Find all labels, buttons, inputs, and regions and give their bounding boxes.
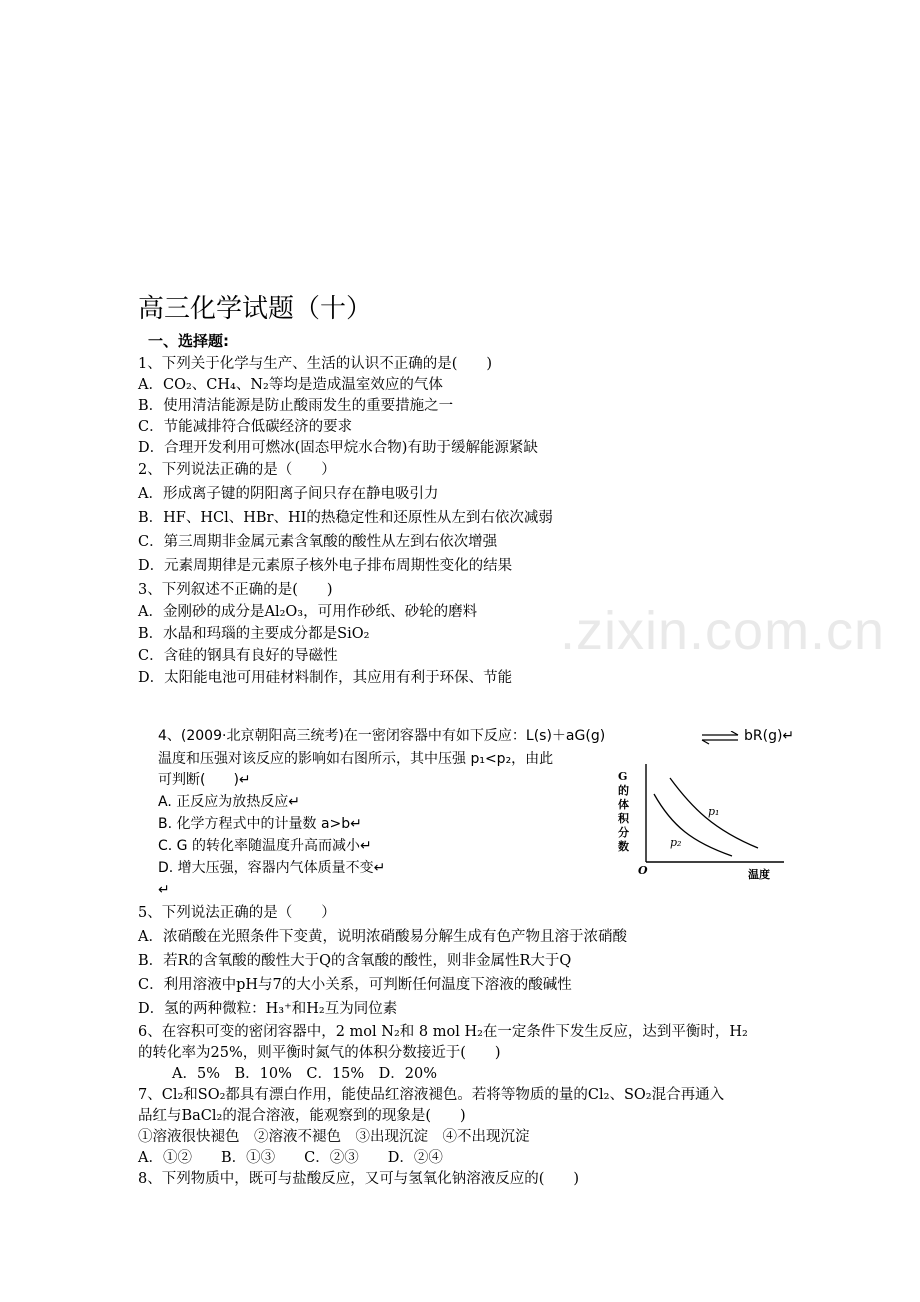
q4-option-a: A. 正反应为放热反应↵ [158,794,300,810]
q4-line2: 温度和压强对该反应的影响如右图所示，其中压强 p₁<p₂，由此 [158,751,554,767]
q8-stem: 8、下列物质中，既可与盐酸反应，又可与氢氧化钠溶液反应的( ) [138,1171,580,1187]
q4-stem-part1: 4、(2009·北京朝阳高三统考)在一密闭容器中有如下反应：L(s)＋aG(g) [158,728,606,744]
q3-option-b: B．水晶和玛瑙的主要成分都是SiO₂ [138,626,370,642]
q2-option-c: C．第三周期非金属元素含氧酸的酸性从左到右依次增强 [138,534,498,550]
q6-line1: 6、在容积可变的密闭容器中，2 mol N₂和 8 mol H₂在一定条件下发生反应，达到平衡时，H₂ [138,1024,748,1040]
q1-stem: 1、下列关于化学与生产、生活的认识不正确的是( ) [138,356,493,372]
q5-option-b: B．若R的含氧酸的酸性大于Q的含氧酸的酸性，则非金属性R大于Q [138,953,572,969]
graph-origin: O [638,864,648,877]
q4-trailing-mark: ↵ [158,882,170,898]
section-heading: 一、选择题: [148,332,229,350]
q3-stem: 3、下列叙述不正确的是( ) [138,582,333,598]
curve-p1-label: p₁ [708,805,720,818]
q3-option-a: A．金刚砂的成分是Al₂O₃，可用作砂纸、砂轮的磨料 [138,604,478,620]
q2-option-d: D．元素周期律是元素原子核外电子排布周期性变化的结果 [138,558,513,574]
q2-option-a: A．形成离子键的阴阳离子间只存在静电吸引力 [138,486,439,502]
q1-option-b: B．使用清洁能源是防止酸雨发生的重要措施之一 [138,398,454,414]
q7-options: A．①② B．①③ C．②③ D．②④ [138,1150,443,1166]
q5-option-d: D．氢的两种微粒：H₃⁺和H₂互为同位素 [138,1001,398,1017]
q4-option-d: D. 增大压强，容器内气体质量不变↵ [158,860,386,876]
q1-option-d: D．合理开发利用可燃冰(固态甲烷水合物)有助于缓解能源紧缺 [138,440,538,456]
q3-option-d: D．太阳能电池可用硅材料制作，其应用有利于环保、节能 [138,670,513,686]
curve-p2 [654,794,732,856]
q2-stem: 2、下列说法正确的是（ ） [138,462,336,478]
q5-stem: 5、下列说法正确的是（ ） [138,905,336,921]
q7-line1: 7、Cl₂和SO₂都具有漂白作用，能使品红溶液褪色。若将等物质的量的Cl₂、SO₂混合再通入 [138,1087,725,1103]
q5-option-c: C．利用溶液中pH与7的大小关系，可判断任何温度下溶液的酸碱性 [138,977,572,993]
q4-option-b: B. 化学方程式中的计量数 a>b↵ [158,816,362,832]
graph-xlabel: 温度 [748,868,770,881]
q4-stem [158,726,605,746]
q6-options: A．5% B．10% C．15% D．20% [172,1066,438,1082]
q2-option-b: B．HF、HCl、HBr、HI的热稳定性和还原性从左到右依次减弱 [138,510,553,526]
graph-ylabel: G的体积分数 [618,770,629,853]
q7-line2: 品红与BaCl₂的混合溶液，能观察到的现象是( ) [138,1108,466,1124]
q4-option-c: C. G 的转化率随温度升高而减小↵ [158,838,372,854]
page-title: 高三化学试题（十） [138,294,373,324]
curve-p2-label: p₂ [670,836,682,849]
equilibrium-arrow-icon [700,731,742,745]
q6-line2: 的转化率为25%，则平衡时氮气的体积分数接近于( ) [138,1045,501,1061]
q4-stem-part2: bR(g)↵ [744,728,795,744]
q5-option-a: A．浓硝酸在光照条件下变黄，说明浓硝酸易分解生成有色产物且溶于浓硝酸 [138,929,627,945]
watermark: .zixin.com.cn [560,601,886,661]
q1-option-c: C．节能减排符合低碳经济的要求 [138,419,353,435]
q3-option-c: C．含硅的钢具有良好的导磁性 [138,648,338,664]
q4-line3: 可判断( )↵ [158,772,251,788]
q7-line3: ①溶液很快褪色 ②溶液不褪色 ③出现沉淀 ④不出现沉淀 [138,1129,530,1145]
q1-option-a: A．CO₂、CH₄、N₂等均是造成温室效应的气体 [138,377,443,393]
